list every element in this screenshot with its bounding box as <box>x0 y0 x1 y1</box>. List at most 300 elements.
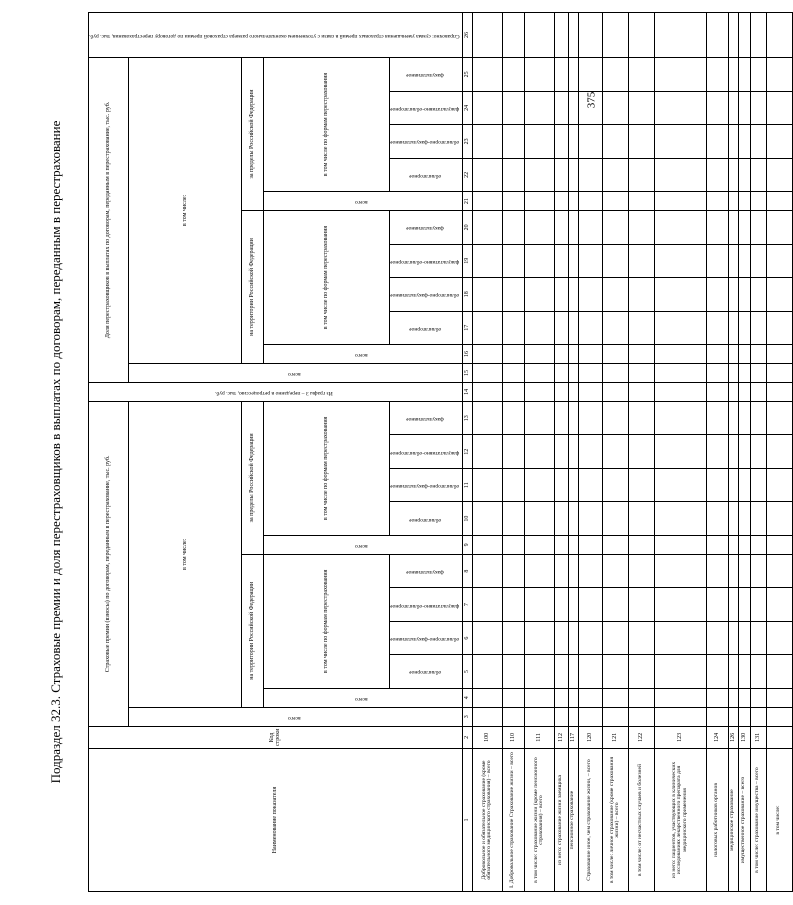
header-payouts-territory: на территории Российской Федерации <box>241 211 263 364</box>
empty-cell <box>602 345 628 364</box>
empty-cell <box>502 91 524 124</box>
empty-cell <box>502 655 524 688</box>
empty-cell <box>654 554 706 587</box>
empty-cell <box>568 621 578 654</box>
empty-cell <box>628 588 654 621</box>
empty-cell <box>628 244 654 277</box>
empty-cell <box>750 382 766 401</box>
empty-cell <box>766 345 792 364</box>
page-number: 375 <box>585 91 598 109</box>
empty-cell <box>728 554 738 587</box>
empty-cell <box>750 13 766 58</box>
empty-cell <box>472 91 502 124</box>
empty-cell <box>568 435 578 468</box>
empty-cell <box>472 382 502 401</box>
empty-cell <box>706 382 728 401</box>
empty-cell <box>738 125 750 158</box>
empty-cell <box>568 588 578 621</box>
empty-cell <box>706 125 728 158</box>
empty-cell <box>766 621 792 654</box>
empty-cell <box>524 311 554 344</box>
empty-cell <box>628 468 654 501</box>
empty-cell <box>654 192 706 211</box>
empty-cell <box>766 655 792 688</box>
row-code: 110 <box>502 726 524 748</box>
table-row <box>628 13 654 892</box>
empty-cell <box>554 278 568 311</box>
empty-cell <box>578 311 602 344</box>
header-premiums-total: всего <box>129 707 463 726</box>
empty-cell <box>578 435 602 468</box>
header-premiums-outside: за пределы Российской Федерации <box>241 401 263 554</box>
empty-cell <box>750 468 766 501</box>
empty-cell <box>654 588 706 621</box>
empty-cell <box>738 311 750 344</box>
row-name: в том числе: страхование жизни (кроме пенсионного страхования) – всего <box>524 749 554 892</box>
empty-cell <box>654 91 706 124</box>
empty-cell <box>628 554 654 587</box>
empty-cell <box>750 688 766 707</box>
empty-cell <box>502 435 524 468</box>
empty-cell <box>472 707 502 726</box>
header-total: всего <box>263 192 462 211</box>
header-obligatory: облигаторное <box>390 502 463 535</box>
header-fac-obl: факультативно-облигаторное <box>390 91 463 124</box>
empty-cell <box>738 244 750 277</box>
empty-cell <box>524 13 554 58</box>
empty-cell <box>706 588 728 621</box>
column-number: 15 <box>462 363 472 382</box>
column-number: 17 <box>462 311 472 344</box>
empty-cell <box>766 278 792 311</box>
table-row <box>502 13 524 892</box>
empty-cell <box>578 554 602 587</box>
empty-cell <box>602 554 628 587</box>
empty-cell <box>750 345 766 364</box>
empty-cell <box>628 311 654 344</box>
empty-cell <box>578 468 602 501</box>
empty-cell <box>628 278 654 311</box>
empty-cell <box>628 401 654 435</box>
row-code: 120 <box>578 726 602 748</box>
empty-cell <box>728 278 738 311</box>
column-number: 20 <box>462 211 472 244</box>
row-name: в том числе: <box>766 749 792 892</box>
empty-cell <box>472 13 502 58</box>
header-premiums-incl: в том числе: <box>129 401 242 707</box>
empty-cell <box>766 707 792 726</box>
column-number: 21 <box>462 192 472 211</box>
table-row <box>578 13 602 892</box>
empty-cell <box>602 192 628 211</box>
empty-cell <box>750 192 766 211</box>
empty-cell <box>568 211 578 244</box>
empty-cell <box>654 688 706 707</box>
empty-cell <box>706 192 728 211</box>
empty-cell <box>602 707 628 726</box>
empty-cell <box>738 158 750 191</box>
empty-cell <box>578 588 602 621</box>
empty-cell <box>568 13 578 58</box>
empty-cell <box>568 655 578 688</box>
empty-cell <box>568 192 578 211</box>
empty-cell <box>728 57 738 91</box>
empty-cell <box>578 91 602 124</box>
empty-cell <box>728 535 738 554</box>
empty-cell <box>472 502 502 535</box>
empty-cell <box>472 535 502 554</box>
empty-cell <box>654 435 706 468</box>
empty-cell <box>766 401 792 435</box>
empty-cell <box>502 57 524 91</box>
empty-cell <box>654 278 706 311</box>
empty-cell <box>706 13 728 58</box>
empty-cell <box>750 278 766 311</box>
empty-cell <box>750 91 766 124</box>
header-payouts-incl: в том числе: <box>129 57 242 363</box>
empty-cell <box>750 554 766 587</box>
empty-cell <box>578 707 602 726</box>
empty-cell <box>654 382 706 401</box>
table-row <box>654 13 706 892</box>
empty-cell <box>738 278 750 311</box>
table-row <box>738 13 750 892</box>
empty-cell <box>472 57 502 91</box>
empty-cell <box>502 211 524 244</box>
empty-cell <box>602 502 628 535</box>
empty-cell <box>602 311 628 344</box>
empty-cell <box>524 588 554 621</box>
empty-cell <box>502 535 524 554</box>
empty-cell <box>524 125 554 158</box>
empty-cell <box>766 588 792 621</box>
empty-cell <box>568 554 578 587</box>
empty-cell <box>750 655 766 688</box>
empty-cell <box>568 244 578 277</box>
empty-cell <box>554 588 568 621</box>
column-number: 8 <box>462 554 472 587</box>
empty-cell <box>554 621 568 654</box>
empty-cell <box>654 244 706 277</box>
table-body <box>472 13 792 892</box>
empty-cell <box>554 554 568 587</box>
empty-cell <box>628 91 654 124</box>
empty-cell <box>578 621 602 654</box>
empty-cell <box>578 502 602 535</box>
empty-cell <box>502 688 524 707</box>
empty-cell <box>578 57 602 91</box>
empty-cell <box>706 401 728 435</box>
empty-cell <box>750 158 766 191</box>
header-facultative: факультативное <box>390 401 463 435</box>
header-total: всего <box>263 535 462 554</box>
empty-cell <box>524 91 554 124</box>
empty-cell <box>728 382 738 401</box>
empty-cell <box>568 688 578 707</box>
empty-cell <box>738 707 750 726</box>
empty-cell <box>654 311 706 344</box>
header-premiums: Страховые премии (взносы) по договорам, переданным в перестрахование, тыс. руб. <box>89 401 129 726</box>
empty-cell <box>578 535 602 554</box>
empty-cell <box>628 125 654 158</box>
empty-cell <box>706 554 728 587</box>
empty-cell <box>628 655 654 688</box>
empty-cell <box>654 502 706 535</box>
empty-cell <box>766 535 792 554</box>
empty-cell <box>750 401 766 435</box>
column-numbers-row <box>462 13 472 892</box>
empty-cell <box>766 311 792 344</box>
empty-cell <box>654 13 706 58</box>
empty-cell <box>706 363 728 382</box>
column-number: 16 <box>462 345 472 364</box>
empty-cell <box>628 57 654 91</box>
empty-cell <box>706 621 728 654</box>
empty-cell <box>568 91 578 124</box>
empty-cell <box>502 468 524 501</box>
row-name: пенсионное страхование <box>568 749 578 892</box>
empty-cell <box>654 655 706 688</box>
empty-cell <box>472 435 502 468</box>
empty-cell <box>628 621 654 654</box>
empty-cell <box>728 468 738 501</box>
header-payouts-total: всего <box>129 363 463 382</box>
empty-cell <box>502 244 524 277</box>
header-payouts-outside: за пределы Российской Федерации <box>241 57 263 210</box>
empty-cell <box>654 535 706 554</box>
empty-cell <box>750 435 766 468</box>
empty-cell <box>524 192 554 211</box>
empty-cell <box>766 13 792 58</box>
page-title: Подраздел 32.3. Страховые премии и доля перестраховщиков в выплатах по договорам, переданным в перестрахование <box>48 120 63 784</box>
empty-cell <box>602 158 628 191</box>
empty-cell <box>524 435 554 468</box>
empty-cell <box>628 707 654 726</box>
empty-cell <box>728 125 738 158</box>
column-number: 4 <box>462 688 472 707</box>
header-by-forms: в том числе по формам перестрахования <box>263 211 390 345</box>
empty-cell <box>578 211 602 244</box>
row-code: 130 <box>738 726 750 748</box>
header-obl-fac: облигаторно-факультативное <box>390 125 463 158</box>
empty-cell <box>602 535 628 554</box>
empty-cell <box>502 311 524 344</box>
header-payouts: Доля перестраховщиков в выплатах по договорам, переданным в перестрахование, тыс. руб. <box>89 57 129 382</box>
empty-cell <box>554 502 568 535</box>
row-name: имущественное страхование – всего <box>738 749 750 892</box>
empty-cell <box>524 655 554 688</box>
empty-cell <box>502 621 524 654</box>
empty-cell <box>628 211 654 244</box>
empty-cell <box>524 688 554 707</box>
empty-cell <box>568 125 578 158</box>
column-number: 23 <box>462 125 472 158</box>
empty-cell <box>472 621 502 654</box>
empty-cell <box>628 158 654 191</box>
empty-cell <box>602 211 628 244</box>
empty-cell <box>602 655 628 688</box>
column-number: 9 <box>462 535 472 554</box>
empty-cell <box>738 435 750 468</box>
empty-cell <box>706 158 728 191</box>
empty-cell <box>524 707 554 726</box>
empty-cell <box>706 435 728 468</box>
empty-cell <box>578 688 602 707</box>
empty-cell <box>738 192 750 211</box>
empty-cell <box>728 13 738 58</box>
empty-cell <box>578 345 602 364</box>
empty-cell <box>766 502 792 535</box>
header-by-forms: в том числе по формам перестрахования <box>263 554 390 688</box>
empty-cell <box>628 688 654 707</box>
empty-cell <box>654 401 706 435</box>
empty-cell <box>554 125 568 158</box>
empty-cell <box>738 363 750 382</box>
empty-cell <box>728 588 738 621</box>
column-number: 10 <box>462 502 472 535</box>
empty-cell <box>766 554 792 587</box>
data-table <box>88 12 793 892</box>
empty-cell <box>502 588 524 621</box>
empty-cell <box>472 588 502 621</box>
empty-cell <box>628 363 654 382</box>
empty-cell <box>628 535 654 554</box>
empty-cell <box>502 502 524 535</box>
header-obl-fac: облигаторно-факультативное <box>390 621 463 654</box>
empty-cell <box>750 621 766 654</box>
empty-cell <box>568 401 578 435</box>
empty-cell <box>706 345 728 364</box>
header-facultative: факультативное <box>390 57 463 91</box>
empty-cell <box>750 125 766 158</box>
column-number: 18 <box>462 278 472 311</box>
empty-cell <box>472 158 502 191</box>
empty-cell <box>766 158 792 191</box>
header-by-forms: в том числе по формам перестрахования <box>263 401 390 535</box>
empty-cell <box>524 502 554 535</box>
row-code: 121 <box>602 726 628 748</box>
empty-cell <box>766 688 792 707</box>
column-number: 11 <box>462 468 472 501</box>
empty-cell <box>554 57 568 91</box>
empty-cell <box>750 363 766 382</box>
row-name: из него: пациентов, участвующих в клинических исследованиях лекарственного препарата для медицинского применения <box>654 749 706 892</box>
empty-cell <box>728 158 738 191</box>
empty-cell <box>472 468 502 501</box>
column-number: 1 <box>462 749 472 892</box>
header-facultative: факультативное <box>390 211 463 244</box>
empty-cell <box>706 278 728 311</box>
header-total: всего <box>263 345 462 364</box>
row-code <box>766 726 792 748</box>
empty-cell <box>750 535 766 554</box>
empty-cell <box>738 13 750 58</box>
empty-cell <box>628 345 654 364</box>
empty-cell <box>706 91 728 124</box>
empty-cell <box>502 125 524 158</box>
empty-cell <box>578 278 602 311</box>
row-name: из него: страхование жизни заемщика <box>554 749 568 892</box>
empty-cell <box>602 435 628 468</box>
empty-cell <box>766 382 792 401</box>
empty-cell <box>502 158 524 191</box>
empty-cell <box>554 311 568 344</box>
empty-cell <box>628 382 654 401</box>
empty-cell <box>472 211 502 244</box>
row-name: Страхование иное, чем страхование жизни, – всего <box>578 749 602 892</box>
empty-cell <box>578 192 602 211</box>
empty-cell <box>628 502 654 535</box>
empty-cell <box>524 401 554 435</box>
empty-cell <box>472 554 502 587</box>
empty-cell <box>628 13 654 58</box>
empty-cell <box>568 345 578 364</box>
empty-cell <box>750 244 766 277</box>
empty-cell <box>502 192 524 211</box>
table-row <box>766 13 792 892</box>
row-name: в том числе: страхование имущества – всего <box>750 749 766 892</box>
empty-cell <box>728 502 738 535</box>
empty-cell <box>706 311 728 344</box>
empty-cell <box>472 278 502 311</box>
header-reference: Справочно: сумма уменьшения страховых премий в связи с уточнением окончательного размера страховой премии по договору перестрахования, тыс. руб. <box>89 13 463 58</box>
empty-cell <box>738 401 750 435</box>
empty-cell <box>602 382 628 401</box>
empty-cell <box>728 91 738 124</box>
row-name: в том числе: от несчастных случаев и болезней <box>628 749 654 892</box>
empty-cell <box>554 158 568 191</box>
empty-cell <box>728 621 738 654</box>
header-obl-fac: облигаторно-факультативное <box>390 468 463 501</box>
empty-cell <box>738 345 750 364</box>
empty-cell <box>524 382 554 401</box>
empty-cell <box>728 345 738 364</box>
row-code: 117 <box>568 726 578 748</box>
empty-cell <box>578 125 602 158</box>
empty-cell <box>578 13 602 58</box>
header-facultative: факультативное <box>390 554 463 587</box>
empty-cell <box>554 401 568 435</box>
header-retro: Из графы 3 – переданно в ретроцессию, тыс. руб. <box>89 382 463 401</box>
empty-cell <box>706 244 728 277</box>
empty-cell <box>502 13 524 58</box>
column-number: 26 <box>462 13 472 58</box>
empty-cell <box>554 363 568 382</box>
empty-cell <box>578 382 602 401</box>
empty-cell <box>602 688 628 707</box>
empty-cell <box>472 244 502 277</box>
empty-cell <box>554 382 568 401</box>
empty-cell <box>766 125 792 158</box>
empty-cell <box>502 382 524 401</box>
empty-cell <box>602 13 628 58</box>
header-fac-obl: факультативно-облигаторное <box>390 588 463 621</box>
empty-cell <box>728 435 738 468</box>
empty-cell <box>750 57 766 91</box>
empty-cell <box>568 468 578 501</box>
header-fac-obl: факультативно-облигаторное <box>390 244 463 277</box>
table-row <box>472 13 502 892</box>
row-code: 111 <box>524 726 554 748</box>
empty-cell <box>524 554 554 587</box>
empty-cell <box>728 401 738 435</box>
empty-cell <box>766 468 792 501</box>
row-code: 124 <box>706 726 728 748</box>
table-row <box>602 13 628 892</box>
empty-cell <box>738 655 750 688</box>
empty-cell <box>568 158 578 191</box>
empty-cell <box>472 363 502 382</box>
